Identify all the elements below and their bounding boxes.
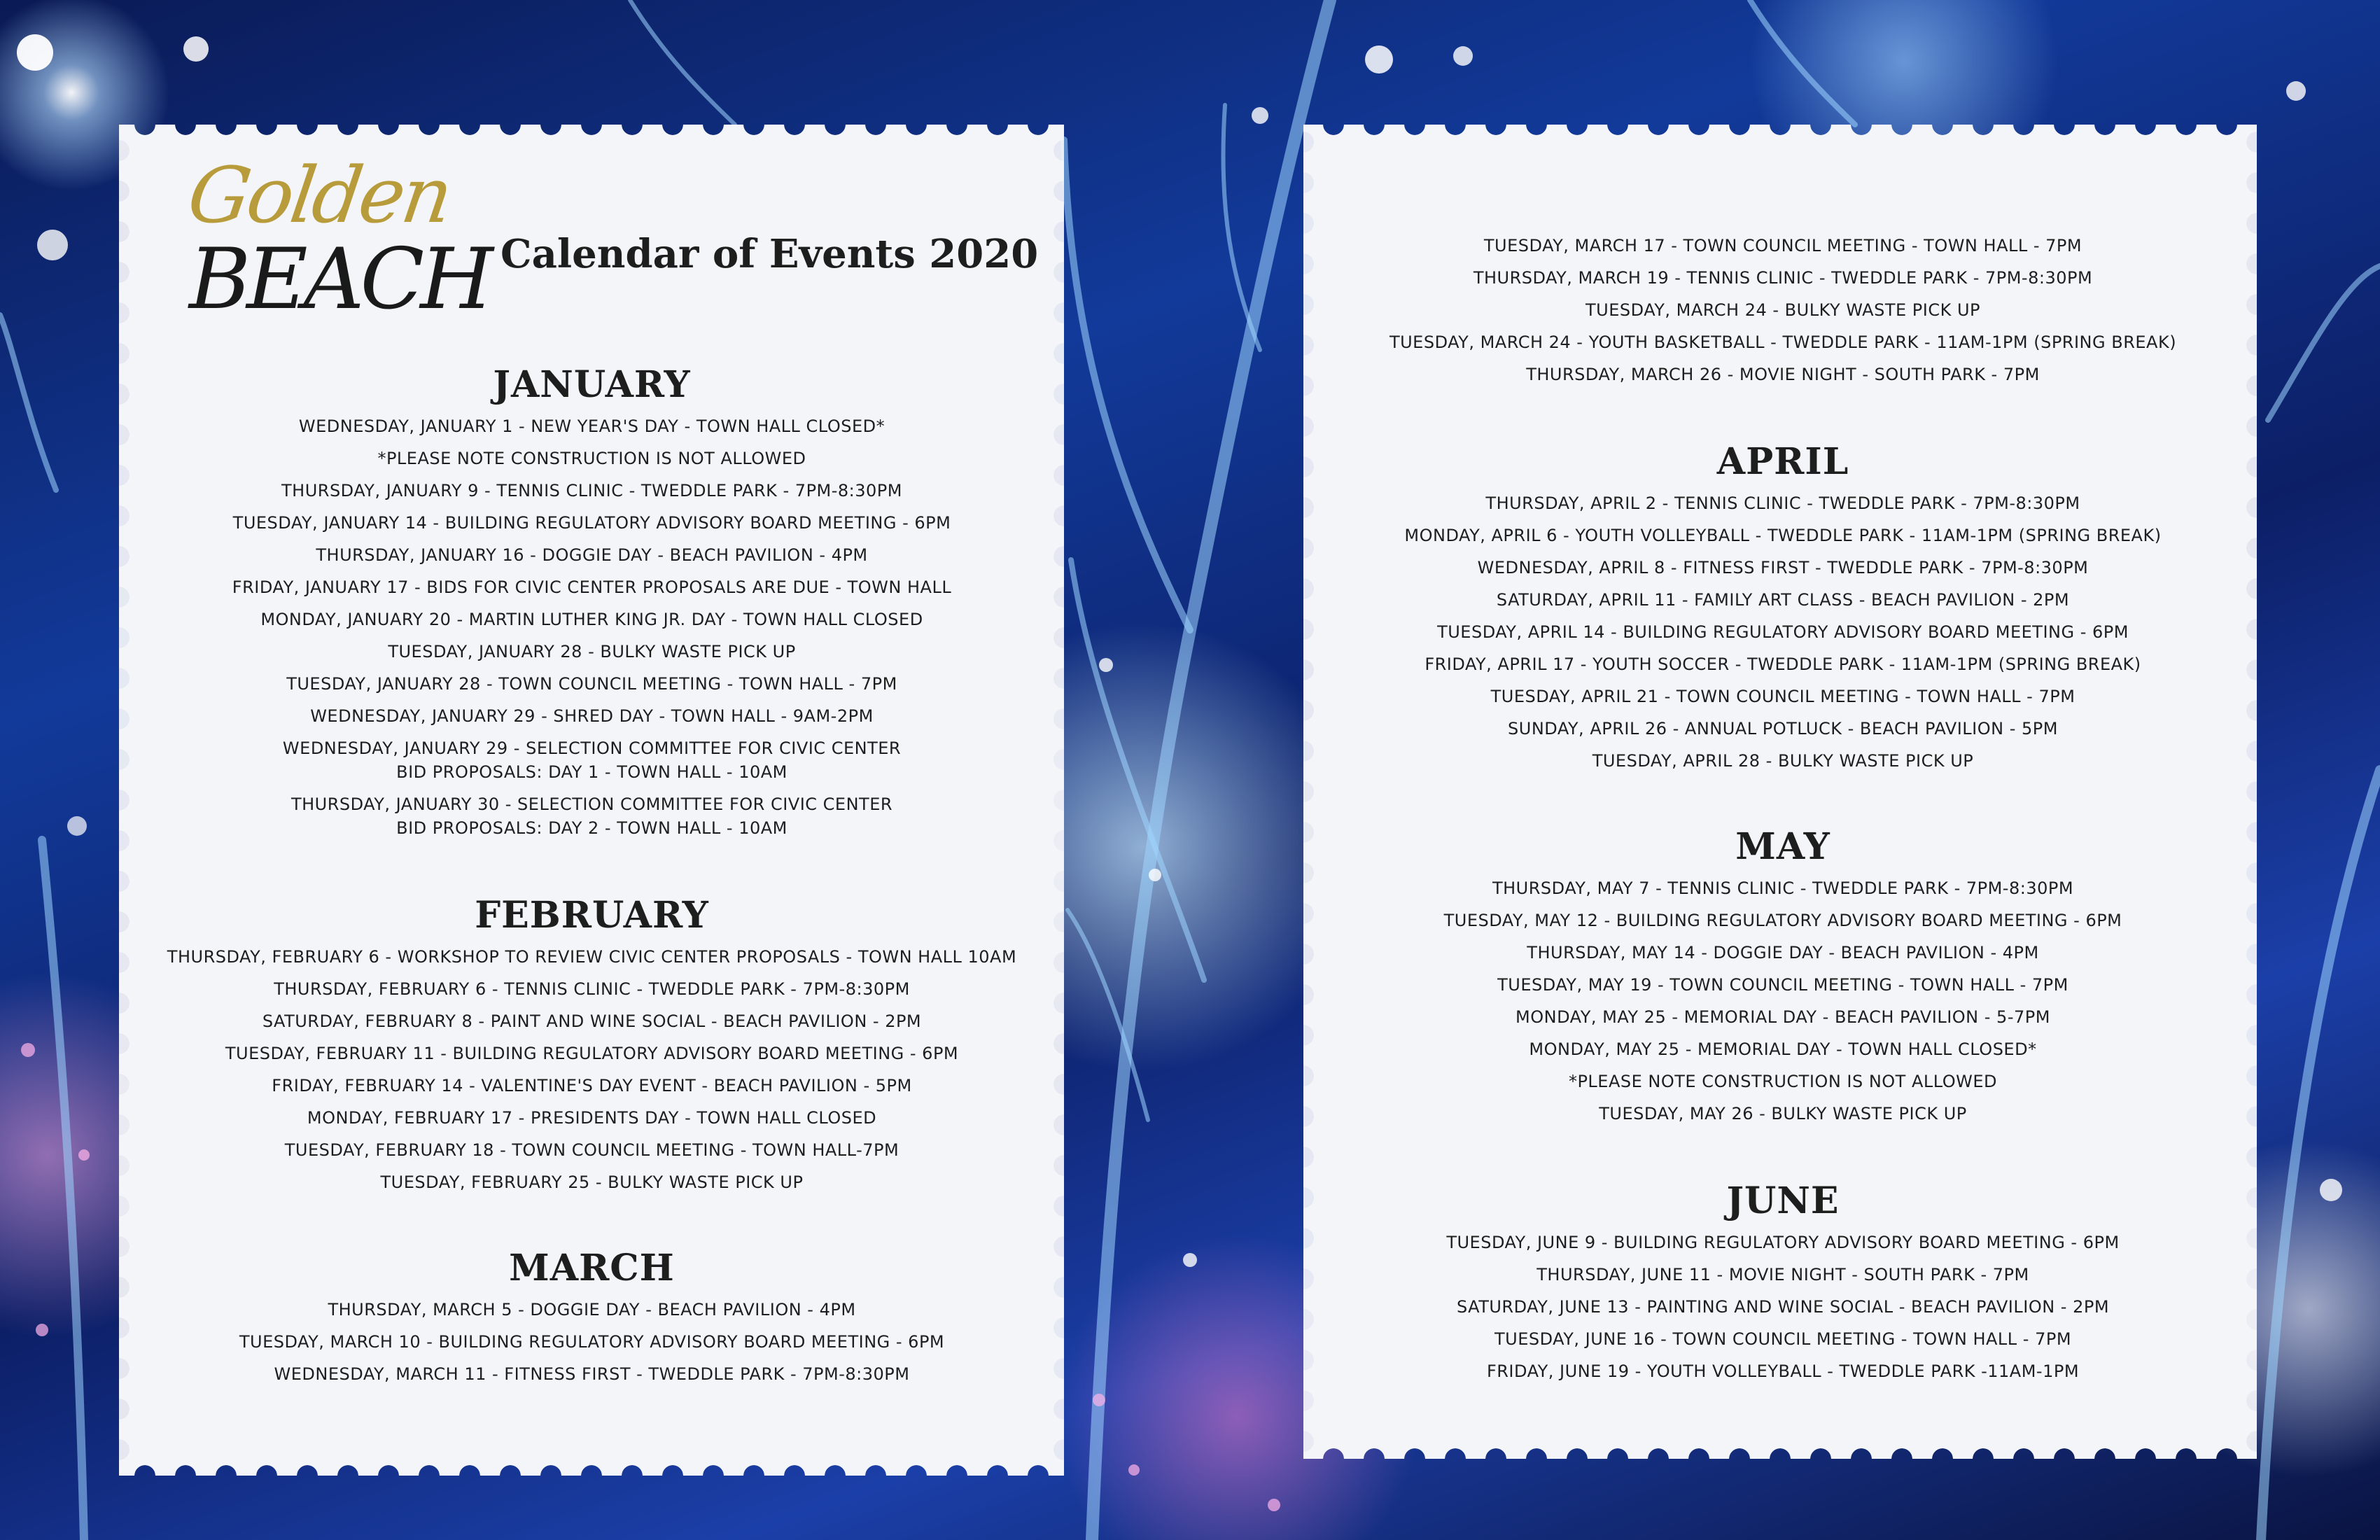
- event-item: MONDAY, FEBRUARY 17 - PRESIDENTS DAY - TOWN HALL CLOSED: [307, 1108, 877, 1128]
- event-item: THURSDAY, MARCH 5 - DOGGIE DAY - BEACH PAVILION - 4PM: [328, 1300, 856, 1320]
- month-heading-may: MAY: [1735, 825, 1830, 868]
- event-item: TUESDAY, FEBRUARY 18 - TOWN COUNCIL MEETING - TOWN HALL-7PM: [284, 1140, 899, 1160]
- event-item: WEDNESDAY, APRIL 8 - FITNESS FIRST - TWEDDLE PARK - 7PM-8:30PM: [1477, 558, 2089, 578]
- event-item: THURSDAY, APRIL 2 - TENNIS CLINIC - TWEDDLE PARK - 7PM-8:30PM: [1485, 493, 2080, 513]
- event-item: MONDAY, MAY 25 - MEMORIAL DAY - TOWN HALL CLOSED*: [1529, 1040, 2037, 1059]
- event-item: SATURDAY, FEBRUARY 8 - PAINT AND WINE SOCIAL - BEACH PAVILION - 2PM: [262, 1011, 922, 1031]
- page-title: Calendar of Events 2020: [500, 231, 1039, 277]
- logo-beach-text: BEACH: [189, 231, 489, 328]
- event-item: MONDAY, MAY 25 - MEMORIAL DAY - BEACH PAVILION - 5-7PM: [1516, 1007, 2050, 1027]
- event-item: THURSDAY, MAY 14 - DOGGIE DAY - BEACH PAVILION - 4PM: [1527, 943, 2039, 962]
- march-section: [125, 1246, 1059, 1390]
- event-item: FRIDAY, JANUARY 17 - BIDS FOR CIVIC CENTER PROPOSALS ARE DUE - TOWN HALL: [232, 578, 952, 597]
- logo-golden-text: Golden: [183, 150, 456, 240]
- event-item: TUESDAY, JANUARY 28 - BULKY WASTE PICK UP: [388, 642, 796, 662]
- event-item: TUESDAY, JANUARY 14 - BUILDING REGULATORY ADVISORY BOARD MEETING - 6PM: [232, 513, 951, 533]
- event-item: TUESDAY, JUNE 9 - BUILDING REGULATORY ADVISORY BOARD MEETING - 6PM: [1446, 1233, 2120, 1252]
- event-item: WEDNESDAY, JANUARY 29 - SHRED DAY - TOWN HALL - 9AM-2PM: [310, 706, 874, 726]
- event-item: TUESDAY, FEBRUARY 11 - BUILDING REGULATORY ADVISORY BOARD MEETING - 6PM: [225, 1044, 959, 1063]
- may-section: [1310, 825, 2255, 1130]
- event-item: FRIDAY, APRIL 17 - YOUTH SOCCER - TWEDDLE PARK - 11AM-1PM (SPRING BREAK): [1424, 654, 2141, 674]
- event-item: WEDNESDAY, JANUARY 1 - NEW YEAR'S DAY - TOWN HALL CLOSED*: [298, 416, 886, 436]
- february-section: [125, 893, 1059, 1198]
- event-item: *PLEASE NOTE CONSTRUCTION IS NOT ALLOWED: [1568, 1072, 1998, 1091]
- event-item: FRIDAY, JUNE 19 - YOUTH VOLLEYBALL - TWEDDLE PARK -11AM-1PM: [1486, 1362, 2080, 1381]
- month-heading-april: APRIL: [1716, 440, 1849, 483]
- month-heading-february: FEBRUARY: [475, 894, 709, 937]
- event-item: THURSDAY, FEBRUARY 6 - TENNIS CLINIC - TWEDDLE PARK - 7PM-8:30PM: [274, 979, 910, 999]
- event-item: MONDAY, APRIL 6 - YOUTH VOLLEYBALL - TWEDDLE PARK - 11AM-1PM (SPRING BREAK): [1404, 526, 2162, 545]
- event-item: THURSDAY, FEBRUARY 6 - WORKSHOP TO REVIEW CIVIC CENTER PROPOSALS - TOWN HALL 10AM: [167, 947, 1017, 967]
- event-item: TUESDAY, APRIL 21 - TOWN COUNCIL MEETING - TOWN HALL - 7PM: [1490, 687, 2076, 706]
- event-item: TUESDAY, JUNE 16 - TOWN COUNCIL MEETING - TOWN HALL - 7PM: [1494, 1329, 2072, 1349]
- event-item: THURSDAY, JANUARY 16 - DOGGIE DAY - BEACH PAVILION - 4PM: [316, 545, 868, 565]
- march-continued-section: [1310, 230, 2255, 391]
- event-item: TUESDAY, APRIL 14 - BUILDING REGULATORY ADVISORY BOARD MEETING - 6PM: [1437, 622, 2129, 642]
- event-item: TUESDAY, MAY 26 - BULKY WASTE PICK UP: [1599, 1104, 1967, 1124]
- event-item: SUNDAY, APRIL 26 - ANNUAL POTLUCK - BEACH PAVILION - 5PM: [1508, 719, 2058, 738]
- event-item: SATURDAY, JUNE 13 - PAINTING AND WINE SOCIAL - BEACH PAVILION - 2PM: [1456, 1297, 2110, 1317]
- event-item: TUESDAY, APRIL 28 - BULKY WASTE PICK UP: [1592, 751, 1974, 771]
- event-item: TUESDAY, FEBRUARY 25 - BULKY WASTE PICK UP: [380, 1172, 804, 1192]
- golden-beach-logo: [147, 144, 511, 332]
- event-item: TUESDAY, MARCH 10 - BUILDING REGULATORY ADVISORY BOARD MEETING - 6PM: [239, 1332, 945, 1352]
- event-item: TUESDAY, MAY 12 - BUILDING REGULATORY ADVISORY BOARD MEETING - 6PM: [1443, 911, 2122, 930]
- month-heading-june: JUNE: [1726, 1180, 1840, 1222]
- event-item: THURSDAY, JUNE 11 - MOVIE NIGHT - SOUTH PARK - 7PM: [1536, 1265, 2029, 1284]
- event-item: THURSDAY, JANUARY 30 - SELECTION COMMITTEE FOR CIVIC CENTER BID PROPOSALS: DAY 2 - TOWN HALL - 10AM: [290, 794, 893, 838]
- event-item: TUESDAY, MARCH 17 - TOWN COUNCIL MEETING - TOWN HALL - 7PM: [1483, 236, 2082, 255]
- event-item: SATURDAY, APRIL 11 - FAMILY ART CLASS - BEACH PAVILION - 2PM: [1496, 590, 2070, 610]
- event-item: WEDNESDAY, JANUARY 29 - SELECTION COMMITTEE FOR CIVIC CENTER BID PROPOSALS: DAY 1 - TOWN HALL - 10AM: [282, 738, 902, 782]
- event-item: FRIDAY, FEBRUARY 14 - VALENTINE'S DAY EVENT - BEACH PAVILION - 5PM: [272, 1076, 912, 1096]
- event-item: TUESDAY, MAY 19 - TOWN COUNCIL MEETING - TOWN HALL - 7PM: [1497, 975, 2068, 995]
- event-item: THURSDAY, MARCH 19 - TENNIS CLINIC - TWEDDLE PARK - 7PM-8:30PM: [1473, 268, 2093, 288]
- january-section: [125, 363, 1059, 844]
- month-heading-january: JANUARY: [493, 363, 691, 406]
- event-item: MONDAY, JANUARY 20 - MARTIN LUTHER KING JR. DAY - TOWN HALL CLOSED: [260, 610, 923, 629]
- event-item: TUESDAY, JANUARY 28 - TOWN COUNCIL MEETING - TOWN HALL - 7PM: [286, 674, 897, 694]
- event-item: TUESDAY, MARCH 24 - BULKY WASTE PICK UP: [1586, 300, 1980, 320]
- event-item: TUESDAY, MARCH 24 - YOUTH BASKETBALL - TWEDDLE PARK - 11AM-1PM (SPRING BREAK): [1389, 332, 2177, 352]
- event-item: THURSDAY, MARCH 26 - MOVIE NIGHT - SOUTH PARK - 7PM: [1526, 365, 2040, 384]
- month-heading-march: MARCH: [509, 1247, 675, 1289]
- event-item: THURSDAY, JANUARY 9 - TENNIS CLINIC - TWEDDLE PARK - 7PM-8:30PM: [281, 481, 902, 500]
- event-item: WEDNESDAY, MARCH 11 - FITNESS FIRST - TWEDDLE PARK - 7PM-8:30PM: [274, 1364, 910, 1384]
- june-section: [1310, 1179, 2255, 1387]
- april-section: [1310, 440, 2255, 777]
- event-item: THURSDAY, MAY 7 - TENNIS CLINIC - TWEDDLE PARK - 7PM-8:30PM: [1492, 878, 2074, 898]
- event-item: *PLEASE NOTE CONSTRUCTION IS NOT ALLOWED: [377, 449, 806, 468]
